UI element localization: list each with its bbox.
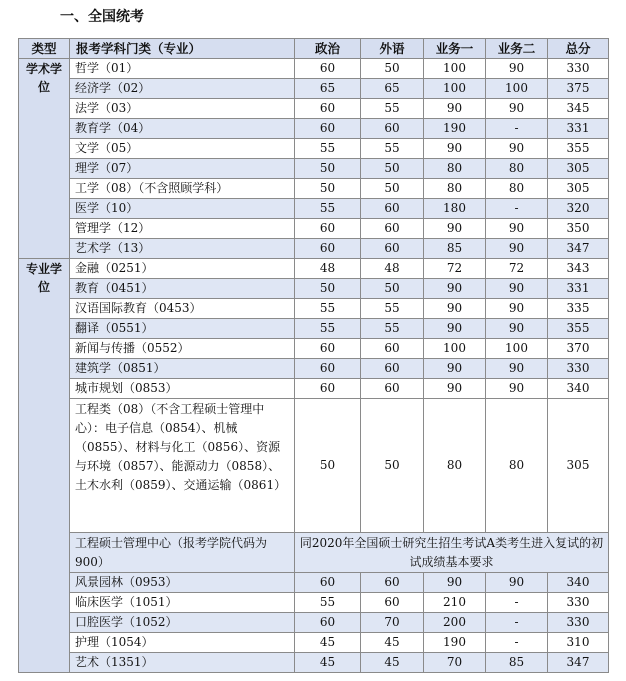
- politics-score: 45: [295, 653, 361, 673]
- total-score: 347: [548, 239, 609, 259]
- total-score: 330: [548, 359, 609, 379]
- language-score: 70: [361, 613, 424, 633]
- subject-name: 工学（08）（不含照顾学科）: [70, 179, 295, 199]
- table-row: [19, 653, 609, 673]
- language-score: 60: [361, 339, 424, 359]
- header-row: [19, 39, 609, 59]
- table-row: [19, 339, 609, 359]
- subject-one-score: 100: [424, 79, 486, 99]
- subject-name: 护理（1054）: [70, 633, 295, 653]
- subject-name: 翻译（0551）: [70, 319, 295, 339]
- subject-name: 金融（0251）: [70, 259, 295, 279]
- subject-two-score: 90: [486, 279, 548, 299]
- table-row-mgmt-center: [19, 533, 609, 573]
- subject-two-score: 90: [486, 299, 548, 319]
- subject-name: 口腔医学（1052）: [70, 613, 295, 633]
- total-score: 331: [548, 279, 609, 299]
- politics-score: 65: [295, 79, 361, 99]
- header-total: 总分: [548, 39, 609, 59]
- header-subject-two: 业务二: [486, 39, 548, 59]
- total-score: 330: [548, 59, 609, 79]
- subject-two-score: 90: [486, 239, 548, 259]
- politics-score: 55: [295, 199, 361, 219]
- subject-two-score: 80: [486, 399, 548, 533]
- subject-name: 管理学（12）: [70, 219, 295, 239]
- table-row: [19, 159, 609, 179]
- language-score: 50: [361, 279, 424, 299]
- subject-name: 艺术学（13）: [70, 239, 295, 259]
- table-row-engineering: [19, 399, 609, 533]
- language-score: 55: [361, 99, 424, 119]
- politics-score: 55: [295, 593, 361, 613]
- politics-score: 50: [295, 279, 361, 299]
- language-score: 50: [361, 159, 424, 179]
- total-score: 340: [548, 573, 609, 593]
- politics-score: 60: [295, 573, 361, 593]
- language-score: 50: [361, 59, 424, 79]
- language-score: 50: [361, 179, 424, 199]
- total-score: 305: [548, 179, 609, 199]
- politics-score: 55: [295, 299, 361, 319]
- subject-name: 汉语国际教育（0453）: [70, 299, 295, 319]
- subject-two-score: 100: [486, 339, 548, 359]
- table-row: [19, 319, 609, 339]
- subject-two-score: 85: [486, 653, 548, 673]
- language-score: 45: [361, 653, 424, 673]
- politics-score: 55: [295, 139, 361, 159]
- language-score: 50: [361, 399, 424, 533]
- subject-name: 城市规划（0853）: [70, 379, 295, 399]
- subject-one-score: 80: [424, 179, 486, 199]
- table-row: [19, 79, 609, 99]
- subject-name: 医学（10）: [70, 199, 295, 219]
- subject-one-score: 90: [424, 219, 486, 239]
- table-row: [19, 59, 609, 79]
- politics-score: 60: [295, 59, 361, 79]
- language-score: 60: [361, 573, 424, 593]
- subject-name: 临床医学（1051）: [70, 593, 295, 613]
- subject-name: 教育（0451）: [70, 279, 295, 299]
- total-score: 305: [548, 399, 609, 533]
- subject-two-score: 90: [486, 59, 548, 79]
- politics-score: 50: [295, 159, 361, 179]
- politics-score: 60: [295, 359, 361, 379]
- score-table: [18, 38, 609, 673]
- subject-name: 理学（07）: [70, 159, 295, 179]
- table-row: [19, 299, 609, 319]
- merged-note: 同2020年全国硕士研究生招生考试A类考生进入复试的初试成绩基本要求: [295, 533, 609, 573]
- total-score: 340: [548, 379, 609, 399]
- subject-one-score: 100: [424, 339, 486, 359]
- section-heading: 一、全国统考: [60, 9, 144, 25]
- total-score: 375: [548, 79, 609, 99]
- subject-two-score: 90: [486, 573, 548, 593]
- subject-two-score: 90: [486, 99, 548, 119]
- total-score: 355: [548, 319, 609, 339]
- politics-score: 50: [295, 179, 361, 199]
- table-row: [19, 139, 609, 159]
- language-score: 55: [361, 319, 424, 339]
- subject-one-score: 90: [424, 99, 486, 119]
- total-score: 320: [548, 199, 609, 219]
- header-foreign-language: 外语: [361, 39, 424, 59]
- subject-two-score: 80: [486, 179, 548, 199]
- politics-score: 60: [295, 613, 361, 633]
- politics-score: 60: [295, 239, 361, 259]
- subject-name: 教育学（04）: [70, 119, 295, 139]
- politics-score: 60: [295, 119, 361, 139]
- subject-one-score: 90: [424, 359, 486, 379]
- subject-two-score: -: [486, 593, 548, 613]
- subject-two-score: 80: [486, 159, 548, 179]
- language-score: 55: [361, 299, 424, 319]
- total-score: 370: [548, 339, 609, 359]
- politics-score: 60: [295, 339, 361, 359]
- subject-two-score: -: [486, 613, 548, 633]
- table-row: [19, 379, 609, 399]
- table-row: [19, 219, 609, 239]
- language-score: 55: [361, 139, 424, 159]
- language-score: 60: [361, 359, 424, 379]
- subject-two-score: -: [486, 633, 548, 653]
- subject-one-score: 190: [424, 633, 486, 653]
- total-score: 310: [548, 633, 609, 653]
- subject-one-score: 100: [424, 59, 486, 79]
- header-subject-one: 业务一: [424, 39, 486, 59]
- subject-name: 风景园林（0953）: [70, 573, 295, 593]
- subject-one-score: 80: [424, 399, 486, 533]
- subject-one-score: 180: [424, 199, 486, 219]
- subject-name: 工程硕士管理中心（报考学院代码为900）: [70, 533, 295, 573]
- header-type: 类型: [19, 39, 70, 59]
- subject-one-score: 90: [424, 319, 486, 339]
- subject-one-score: 72: [424, 259, 486, 279]
- table-row: [19, 613, 609, 633]
- subject-one-score: 85: [424, 239, 486, 259]
- politics-score: 50: [295, 399, 361, 533]
- table-row: [19, 359, 609, 379]
- subject-two-score: 72: [486, 259, 548, 279]
- subject-one-score: 70: [424, 653, 486, 673]
- language-score: 60: [361, 119, 424, 139]
- subject-name: 法学（03）: [70, 99, 295, 119]
- language-score: 60: [361, 219, 424, 239]
- subject-one-score: 90: [424, 139, 486, 159]
- subject-two-score: 100: [486, 79, 548, 99]
- total-score: 355: [548, 139, 609, 159]
- total-score: 305: [548, 159, 609, 179]
- total-score: 330: [548, 593, 609, 613]
- subject-name: 新闻与传播（0552）: [70, 339, 295, 359]
- table-row: [19, 239, 609, 259]
- table-row: [19, 279, 609, 299]
- politics-score: 48: [295, 259, 361, 279]
- subject-one-score: 90: [424, 379, 486, 399]
- total-score: 343: [548, 259, 609, 279]
- subject-one-score: 210: [424, 593, 486, 613]
- subject-one-score: 80: [424, 159, 486, 179]
- language-score: 60: [361, 593, 424, 613]
- subject-two-score: 90: [486, 319, 548, 339]
- language-score: 60: [361, 239, 424, 259]
- table-row: [19, 259, 609, 279]
- subject-one-score: 90: [424, 299, 486, 319]
- politics-score: 60: [295, 219, 361, 239]
- category-academic: 学术学位: [19, 59, 70, 259]
- table-row: [19, 119, 609, 139]
- total-score: 345: [548, 99, 609, 119]
- category-professional: 专业学位: [19, 259, 70, 673]
- subject-two-score: 90: [486, 379, 548, 399]
- politics-score: 60: [295, 99, 361, 119]
- subject-one-score: 90: [424, 573, 486, 593]
- total-score: 335: [548, 299, 609, 319]
- politics-score: 55: [295, 319, 361, 339]
- header-politics: 政治: [295, 39, 361, 59]
- subject-name: 艺术（1351）: [70, 653, 295, 673]
- table-row: [19, 99, 609, 119]
- language-score: 45: [361, 633, 424, 653]
- subject-two-score: 90: [486, 139, 548, 159]
- total-score: 330: [548, 613, 609, 633]
- subject-two-score: 90: [486, 219, 548, 239]
- politics-score: 60: [295, 379, 361, 399]
- subject-one-score: 200: [424, 613, 486, 633]
- table-row: [19, 573, 609, 593]
- subject-name: 经济学（02）: [70, 79, 295, 99]
- subject-name: 文学（05）: [70, 139, 295, 159]
- subject-name: 哲学（01）: [70, 59, 295, 79]
- total-score: 350: [548, 219, 609, 239]
- subject-name: 工程类（08）（不含工程硕士管理中心）：电子信息（0854）、机械（0855）、材料与化工（0856）、资源与环境（0857）、能源动力（0858）、土木水利（0859）、交通运输（0861）: [70, 399, 295, 533]
- language-score: 65: [361, 79, 424, 99]
- table-row: [19, 199, 609, 219]
- subject-two-score: -: [486, 119, 548, 139]
- header-subject: 报考学科门类（专业）: [70, 39, 295, 59]
- subject-name: 建筑学（0851）: [70, 359, 295, 379]
- politics-score: 45: [295, 633, 361, 653]
- subject-two-score: 90: [486, 359, 548, 379]
- language-score: 60: [361, 199, 424, 219]
- subject-one-score: 190: [424, 119, 486, 139]
- table-row: [19, 179, 609, 199]
- table-row: [19, 593, 609, 613]
- table-row: [19, 633, 609, 653]
- subject-two-score: -: [486, 199, 548, 219]
- total-score: 347: [548, 653, 609, 673]
- subject-one-score: 90: [424, 279, 486, 299]
- language-score: 60: [361, 379, 424, 399]
- language-score: 48: [361, 259, 424, 279]
- total-score: 331: [548, 119, 609, 139]
